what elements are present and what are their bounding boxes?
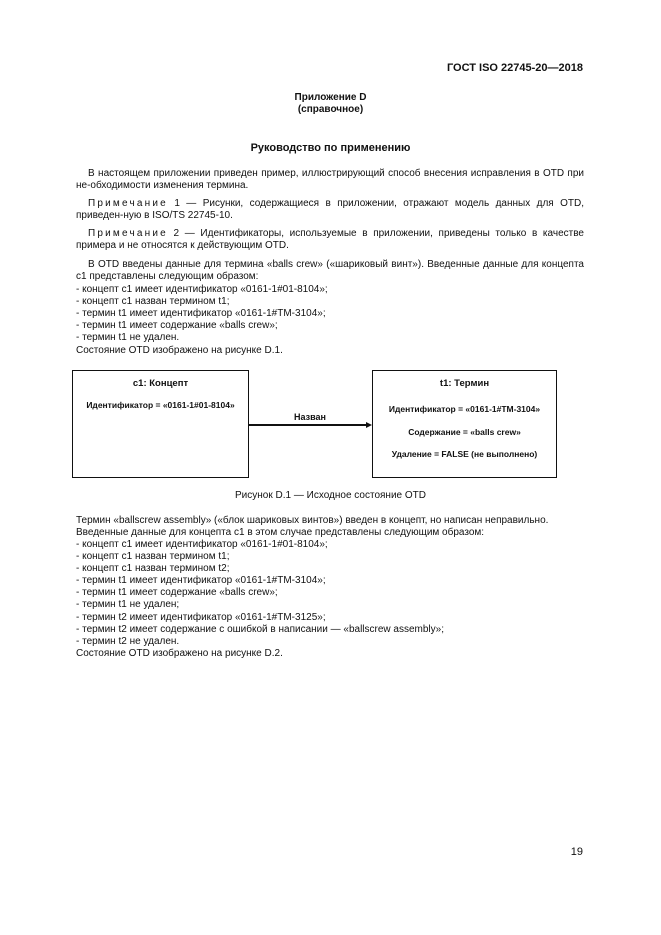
appendix-title: Приложение D	[294, 92, 367, 103]
list-item: - термин t1 имеет идентификатор «0161-1#TM-3104»;	[76, 308, 326, 319]
note-2-label: Примечание	[88, 228, 168, 239]
paragraph-2b: Введенные данные для концепта с1 в этом случае представлены следующим образом:	[76, 527, 485, 538]
list-item: - концепт с1 назван термином t2;	[76, 563, 230, 574]
list-item: - термин t1 имеет содержание «balls crew»;	[76, 320, 278, 331]
list-item: - термин t1 имеет идентификатор «0161-1#TM-3104»;	[76, 575, 326, 586]
relation-label: Назван	[294, 412, 326, 422]
concept-box	[72, 370, 249, 478]
concept-title: c1: Концепт	[132, 378, 189, 389]
list-item: - термин t1 имеет содержание «balls crew»;	[76, 587, 278, 598]
list-item: - термин t1 не удален;	[76, 599, 180, 610]
term-identifier: Идентификатор = «0161-1#TM-3104»	[388, 404, 541, 414]
state-2-text: Состояние OTD изображено на рисунке D.2.	[76, 648, 283, 659]
note-1-text: 1 — Рисунки, содержащиеся в приложении, отражают модель данных для OTD, приведен-ную в ISO/TS 22745-10.	[76, 198, 584, 222]
list-item: - термин t2 имеет содержание с ошибкой в написании — «ballscrew assembly»;	[76, 624, 444, 635]
figure-caption: Рисунок D.1 — Исходное состояние OTD	[235, 490, 426, 501]
note-2	[76, 228, 584, 253]
list-item: - концепт с1 имеет идентификатор «0161-1#01-8104»;	[76, 284, 328, 295]
section-title: Руководство по применению	[250, 142, 411, 154]
term-content: Содержание = «balls crew»	[408, 427, 521, 437]
standard-header: ГОСТ ISO 22745-20—2018	[446, 62, 583, 74]
list-item: - концепт с1 назван термином t1;	[76, 551, 230, 562]
state-1-text: Состояние OTD изображено на рисунке D.1.	[76, 345, 283, 356]
list-item: - концепт с1 назван термином t1;	[76, 296, 230, 307]
appendix-subtitle: (справочное)	[297, 104, 364, 115]
term-title: t1: Термин	[439, 378, 490, 389]
paragraph-1: В OTD введены данные для термина «balls crew» («шариковый винт»). Введенные данные для концепта с1 представлены следующим образом:	[76, 259, 584, 283]
note-1-label: Примечание	[88, 198, 168, 209]
term-deleted: Удаление = FALSE (не выполнено)	[391, 449, 538, 459]
list-item: - термин t2 имеет идентификатор «0161-1#TM-3125»;	[76, 612, 326, 623]
concept-identifier: Идентификатор = «0161-1#01-8104»	[86, 400, 235, 410]
intro-paragraph: В настоящем приложении приведен пример, иллюстрирующий способ внесения исправления в OTD при не-обходимости изменения термина.	[76, 168, 584, 192]
note-1	[76, 198, 584, 223]
term-box	[372, 370, 557, 478]
list-item: - термин t1 не удален.	[76, 332, 180, 343]
paragraph-2a: Термин «ballscrew assembly» («блок шариковых винтов») введен в концепт, но написан неправильно.	[76, 515, 549, 526]
page-number: 19	[570, 846, 583, 858]
list-item: - концепт с1 имеет идентификатор «0161-1#01-8104»;	[76, 539, 328, 550]
list-item: - термин t2 не удален.	[76, 636, 180, 647]
note-2-text: 2 — Идентификаторы, используемые в приложении, приведены только в качестве примера и не относятся к действующим OTD.	[76, 228, 584, 252]
